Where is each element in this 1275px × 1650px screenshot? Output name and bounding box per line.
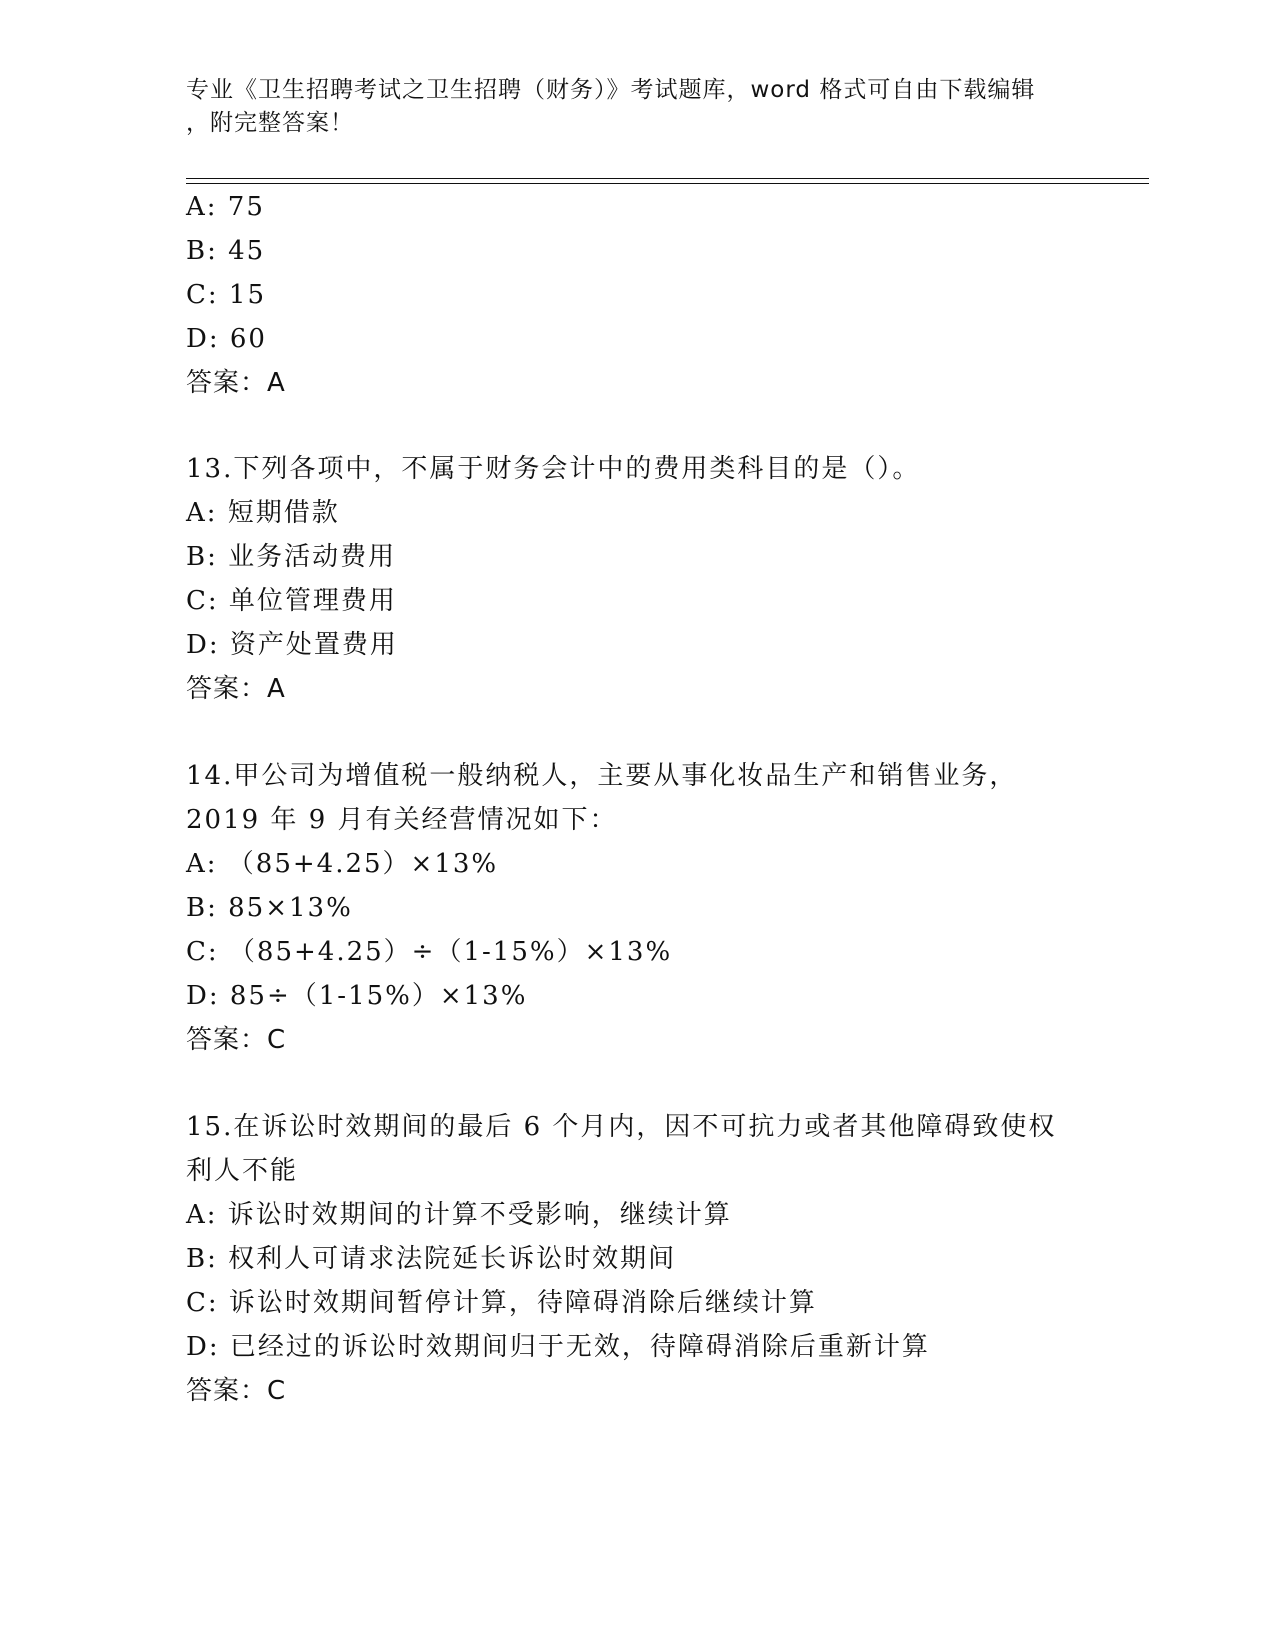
q13-option-c: C: 单位管理费用 <box>186 586 397 616</box>
q15-question-line-1: 15.在诉讼时效期间的最后 6 个月内，因不可抗力或者其他障碍致使权 <box>186 1112 1057 1142</box>
q15-option-a: A: 诉讼时效期间的计算不受影响，继续计算 <box>186 1200 732 1230</box>
header-divider-bottom <box>186 183 1149 184</box>
q12-option-b: B: 45 <box>186 236 266 266</box>
q13-question: 13.下列各项中，不属于财务会计中的费用类科目的是（）。 <box>186 454 921 484</box>
q13-option-d: D: 资产处置费用 <box>186 630 398 660</box>
q15-question-line-2: 利人不能 <box>186 1156 299 1186</box>
q13-answer: 答案：A <box>186 674 286 704</box>
q14-question-line-1: 14.甲公司为增值税一般纳税人，主要从事化妆品生产和销售业务， <box>186 761 1018 791</box>
q13-option-a: A: 短期借款 <box>186 498 340 528</box>
q14-option-c: C: （85+4.25）÷（1-15%）×13% <box>186 937 673 967</box>
q14-question-line-2: 2019 年 9 月有关经营情况如下： <box>186 805 618 835</box>
q12-option-a: A: 75 <box>186 192 265 222</box>
q14-option-a: A: （85+4.25）×13% <box>186 849 499 879</box>
q14-answer: 答案：C <box>186 1025 287 1055</box>
header-divider-top <box>186 178 1149 179</box>
q15-answer: 答案：C <box>186 1376 287 1406</box>
q12-answer: 答案：A <box>186 368 286 398</box>
q12-option-d: D: 60 <box>186 324 267 354</box>
q14-option-d: D: 85÷（1-15%）×13% <box>186 981 528 1011</box>
q15-option-d: D: 已经过的诉讼时效期间归于无效，待障碍消除后重新计算 <box>186 1332 930 1362</box>
q15-option-c: C: 诉讼时效期间暂停计算，待障碍消除后继续计算 <box>186 1288 817 1318</box>
q12-option-c: C: 15 <box>186 280 267 310</box>
q15-option-b: B: 权利人可请求法院延长诉讼时效期间 <box>186 1244 677 1274</box>
q14-option-b: B: 85×13% <box>186 893 353 923</box>
document-header: 专业《卫生招聘考试之卫生招聘（财务）》考试题库，word 格式可自由下载编辑 ，附完整答案！ <box>186 77 1036 136</box>
q13-option-b: B: 业务活动费用 <box>186 542 397 572</box>
